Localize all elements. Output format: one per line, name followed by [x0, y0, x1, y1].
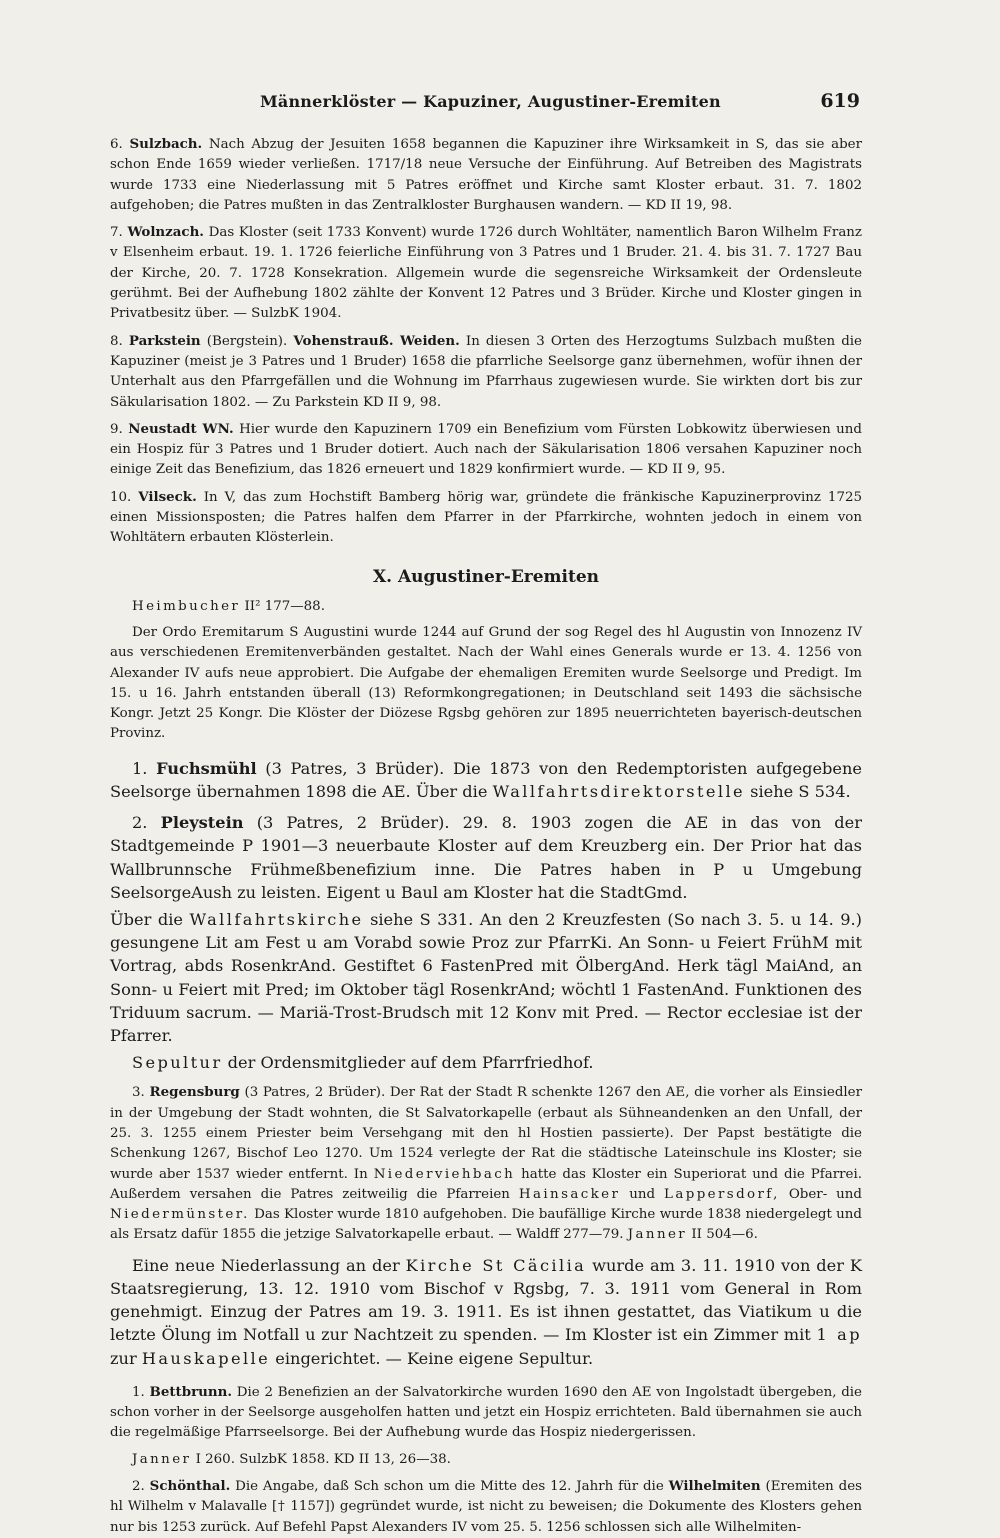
regensburg-new-foundation	[110, 1254, 862, 1370]
section-intro-text: Der Ordo Eremitarum S Augustini wurde 1244 auf Grund der sog Regel des hl Augustin von Innozenz IV aus verschiedenen Eremitenverbänden gestaltet. Nach der Wahl eines Generals wurde er 13. 4. 1256 von Alexander IV aufs neue approbiert. Die Aufgabe der ehemaligen Eremiten wurde Seelsorge und Predigt. Im 15. u 16. Jahrh entstanden überall (13) Reformkongregationen; in Deutschland seit 1493 die sächsische Kongr. Jetzt 25 Kongr. Die Klöster der Diözese Rgsbg gehören zur 1895 neuerrichteten bayerisch-deutschen Provinz.	[110, 624, 862, 742]
entry-regensburg: 3. Regensburg (3 Patres, 2 Brüder). Der Rat der Stadt R schenkte 1267 den AE, die vorher als Einsiedler in der Umgebung der Stadt wohnten, die St Salvatorkapelle (erbaut als Sühneandenken an den Unfall, der 25. 3. 1255 einem Priester beim Versehgang mit den hl Hostien passierte). Der Papst bestätigte die Schenkung 1267, Bischof Leo 1270. Um 1524 verlegte der Rat die städtische Lateinschule ins Kloster; sie wurde aber 1537 wieder entfernt. In Niederviehbach hatte das Kloster ein Superiorat und die Pfarrei. Außerdem versahen die Patres zeitweilig die Pfarreien Hainsacker und Lappersdorf, Ober- und Niedermünster. Das Kloster wurde 1810 aufgehoben. Die baufällige Kirche wurde 1838 niedergelegt und als Ersatz dafür 1855 die jetzige Salvatorkapelle erbaut. — Waldff 277—79. Janner II 504—6.	[110, 1084, 863, 1243]
place-name: Neustadt WN.	[128, 420, 234, 437]
place-name: Regensburg	[149, 1084, 240, 1101]
entry-neustadt: 9. Neustadt WN. Hier wurde den Kapuzinern 1709 ein Benefizium vom Fürsten Lobkowitz überwiesen und ein Hospiz für 3 Patres und 1 Bruder dotiert. Auch nach der Säkularisation 1806 versahen Kapuziner noch einige Zeit das Benefizium, das 1826 erneuert und 1829 konfirmiert wurde. — KD II 9, 95.	[110, 420, 862, 478]
page-header	[110, 92, 860, 118]
place-name: Vilseck.	[138, 488, 197, 505]
page-number: 619	[820, 90, 860, 112]
entry-wolnzach: 7. Wolnzach. Das Kloster (seit 1733 Konvent) wurde 1726 durch Wohltäter, namentlich Baron Wilhelm Franz v Elsenheim erbaut. 19. 1. 1726 feierliche Einführung von 3 Patres und 1 Bruder. 21. 4. bis 31. 7. 1727 Bau der Kirche, 20. 7. 1728 Konsekration. Allgemein wurde die segensreiche Wirksamkeit der Ordensleute gerühmt. Bei der Aufhebung 1802 zählte der Konvent 12 Patres und 3 Brüder. Kirche und Kloster gingen in Privatbesitz über. — SulzbK 1904.	[110, 224, 862, 322]
capuchin-entries	[110, 134, 862, 549]
place-name: Vohenstrauß. Weiden.	[293, 332, 460, 349]
bettbrunn-reference: Janner I 260. SulzbK 1858. KD II 13, 26—38.	[132, 1451, 451, 1467]
pleystein-section	[110, 811, 862, 1074]
entry-parkstein: 8. Parkstein (Bergstein). Vohenstrauß. Weiden. In diesen 3 Orten des Herzogtums Sulzbach mußten die Kapuziner (meist je 3 Patres und 1 Bruder) 1658 die pfarrliche Seelsorge ganz übernehmen, wofür ihnen der Unterhalt aus den Pfarrgefällen und die Wohnung im Pfarrhaus zugewiesen wurde. Sie wirkten dort bis zur Säkularisation 1802. — Zu Parkstein KD II 9, 98.	[110, 332, 862, 410]
running-title: Männerklöster — Kapuziner, Augustiner-Eremiten	[260, 92, 721, 111]
entry-pleystein: 2. Pleystein (3 Patres, 2 Brüder). 29. 8. 1903 zogen die AE in das von der Stadtgemeinde P 1901—3 neuerbaute Kloster auf dem Kreuzberg ein. Der Prior hat das Wallbrunnsche Frühmeßbenefizium inne. Die Patres haben in P u Umgebung SeelsorgeAush zu leisten. Eigent u Baul am Kloster hat die StadtGmd.	[110, 813, 862, 902]
entry-vilseck: 10. Vilseck. In V, das zum Hochstift Bamberg hörig war, gründete die fränkische Kapuzinerprovinz 1725 einen Missionsposten; die Patres halfen dem Pfarrer in der Pfarrkirche, wohnten jedoch in einem von Wohltätern erbauten Klösterlein.	[110, 488, 863, 546]
entry-sulzbach: 6. Sulzbach. Nach Abzug der Jesuiten 1658 begannen die Kapuziner ihre Wirksamkeit in S, das sie aber schon Ende 1659 wieder verließen. 1717/18 neue Versuche der Einführung. Auf Betreiben des Magistrats wurde 1733 eine Niederlassung mit 5 Patres eröffnet und Kirche samt Kloster erbaut. 31. 7. 1802 aufgehoben; die Patres mußten in das Zentralkloster Burghausen wandern. — KD II 19, 98.	[110, 136, 863, 213]
place-name: Parkstein	[128, 332, 201, 349]
entry-bettbrunn: 1. Bettbrunn. Die 2 Benefizien an der Salvatorkirche wurden 1690 den AE von Ingolstadt übergeben, die schon vorher in der Seelsorge ausgeholfen hatten und jetzt ein Hospiz errichteten. Bald übernahmen sie auch die regelmäßige Pfarrseelsorge. Bei der Aufhebung wurde das Hospiz niedergerissen.	[110, 1383, 862, 1441]
section-intro	[110, 597, 862, 745]
place-name: Schönthal.	[149, 1477, 231, 1494]
pleystein-pilgrimage: Über die Wallfahrtskirche siehe S 331. An den 2 Kreuzfesten (So nach 3. 5. u 14. 9.) gesungene Lit am Fest u am Vorabd sowie Proz zur PfarrKi. An Sonn- u Feiert FrühM mit Vortrag, abds RosenkrAnd. Gestiftet 6 FastenPred mit ÖlbergAnd. Herk tägl MaiAnd, an Sonn- u Feiert mit Pred; im Oktober tägl RosenkrAnd; wöchtl 1 FastenAnd. Funktionen des Triduum sacrum. — Mariä-Trost-Brudsch mit 12 Konv mit Pred. — Rector ecclesiae ist der Pfarrer.	[110, 909, 862, 1045]
section-title: X. Augustiner-Eremiten	[372, 566, 600, 587]
place-name: Fuchsmühl	[156, 758, 257, 778]
place-name: Sulzbach.	[129, 136, 203, 152]
entry-fuchsmuehl: 1. Fuchsmühl (3 Patres, 3 Brüder). Die 1873 von den Redemptoristen aufgegebene Seelsorge übernahmen 1898 die AE. Über die Wallfahrtsdirektorstelle siehe S 534.	[110, 758, 862, 801]
page-body	[110, 134, 862, 1538]
fuchsmuehl-section	[110, 757, 862, 803]
section-reference: Heimbucher II² 177—88.	[132, 598, 325, 614]
regensburg-cecilia: Eine neue Niederlassung an der Kirche St Cäcilia wurde am 3. 11. 1910 von der K Staatsregierung, 13. 12. 1910 vom Bischof v Rgsbg, 7. 3. 1911 vom General in Rom genehmigt. Einzug der Patres am 19. 3. 1911. Es ist ihnen gestattet, das Viatikum u die letzte Ölung im Notfall u zur Nachtzeit zu spenden. — Im Kloster ist ein Zimmer mit 1 ap zur Hauskapelle eingerichtet. — Keine eigene Sepultur.	[110, 1255, 862, 1368]
place-name: Pleystein	[160, 813, 244, 833]
pleystein-sepultur: Sepultur der Ordensmitglieder auf dem Pfarrfriedhof.	[132, 1053, 594, 1073]
place-name: Wolnzach.	[127, 224, 204, 241]
regensburg-history	[110, 1082, 862, 1245]
former-houses	[110, 1382, 862, 1538]
entry-schoenthal: 2. Schönthal. Die Angabe, daß Sch schon um die Mitte des 12. Jahrh für die Wilhelmiten (Eremiten des hl Wilhelm v Malavalle [† 1157]) gegründet wurde, ist nicht zu beweisen; die Dokumente des Klosters gehen nur bis 1253 zurück. Auf Befehl Papst Alexanders IV vom 25. 5. 1256 schlossen sich alle Wilhelmiten-	[110, 1477, 862, 1535]
place-name: Bettbrunn.	[149, 1383, 233, 1400]
